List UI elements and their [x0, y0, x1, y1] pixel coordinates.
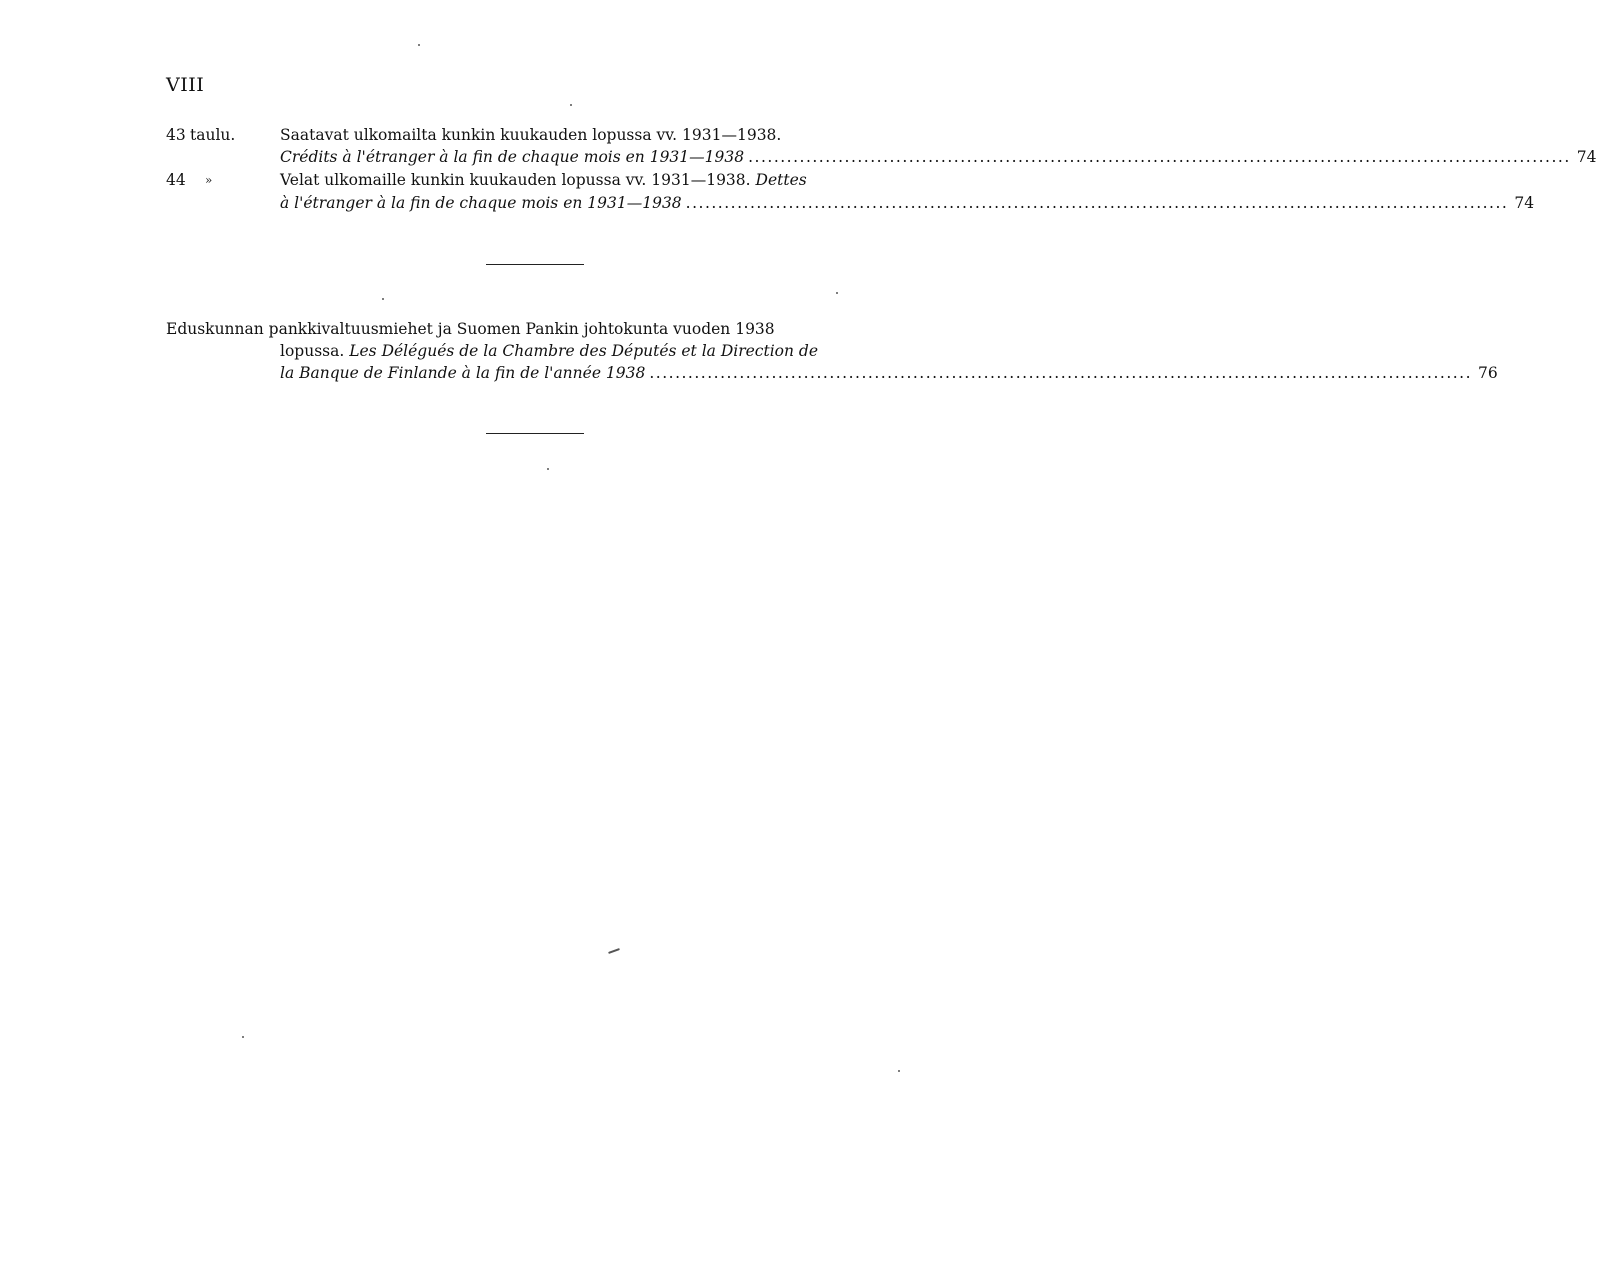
ditto-mark: »	[205, 173, 213, 187]
dot-leader: ................................................................................................................................	[685, 194, 1509, 212]
entry-title-fr: Crédits à l'étranger à la fin de chaque mois en 1931—1938	[280, 148, 745, 166]
entry-title-line	[280, 169, 807, 191]
entry-page: 74	[1576, 148, 1597, 166]
entry-title-fi: Eduskunnan pankkivaltuusmiehet ja Suomen Pankin johtokunta vuoden 1938	[166, 320, 775, 338]
scan-speck	[608, 948, 620, 954]
entry-title-fr-row	[280, 146, 1597, 168]
scan-speck	[898, 1070, 900, 1072]
entry-number: 43	[166, 126, 186, 144]
entry-title-fr: la Banque de Finlande à la fin de l'année 1938	[280, 364, 646, 382]
entry-page: 76	[1478, 364, 1498, 382]
scan-speck	[418, 44, 420, 46]
entry-page: 74	[1514, 194, 1535, 212]
entry-title-fr-start: Dettes	[755, 171, 807, 189]
section-divider	[486, 433, 584, 434]
scan-speck	[382, 298, 384, 300]
scan-speck	[242, 1036, 244, 1038]
page-number: VIII	[166, 74, 205, 96]
entry-title-fi-end: lopussa.	[280, 342, 345, 360]
entry-title-fr-start: Les Délégués de la Chambre des Députés et la Direction de	[349, 342, 819, 360]
dot-leader: ................................................................................................................................	[748, 148, 1571, 166]
entry-number: 44	[166, 171, 186, 189]
entry-title-fr-row	[280, 362, 1498, 384]
entry-title-line	[280, 340, 818, 362]
scan-speck	[547, 468, 549, 470]
entry-title-fi: Saatavat ulkomailta kunkin kuukauden lopussa vv. 1931—1938.	[280, 126, 782, 144]
entry-label: taulu.	[190, 126, 236, 144]
scan-speck	[836, 292, 838, 294]
dot-leader: ................................................................................................................................	[649, 364, 1473, 382]
section-divider	[486, 264, 584, 265]
entry-title-fi: Velat ulkomaille kunkin kuukauden lopussa vv. 1931—1938.	[280, 171, 751, 189]
entry-title-fr: à l'étranger à la fin de chaque mois en 1931—1938	[280, 194, 682, 212]
scan-speck	[570, 104, 572, 106]
entry-title-fr-row	[280, 192, 1535, 214]
